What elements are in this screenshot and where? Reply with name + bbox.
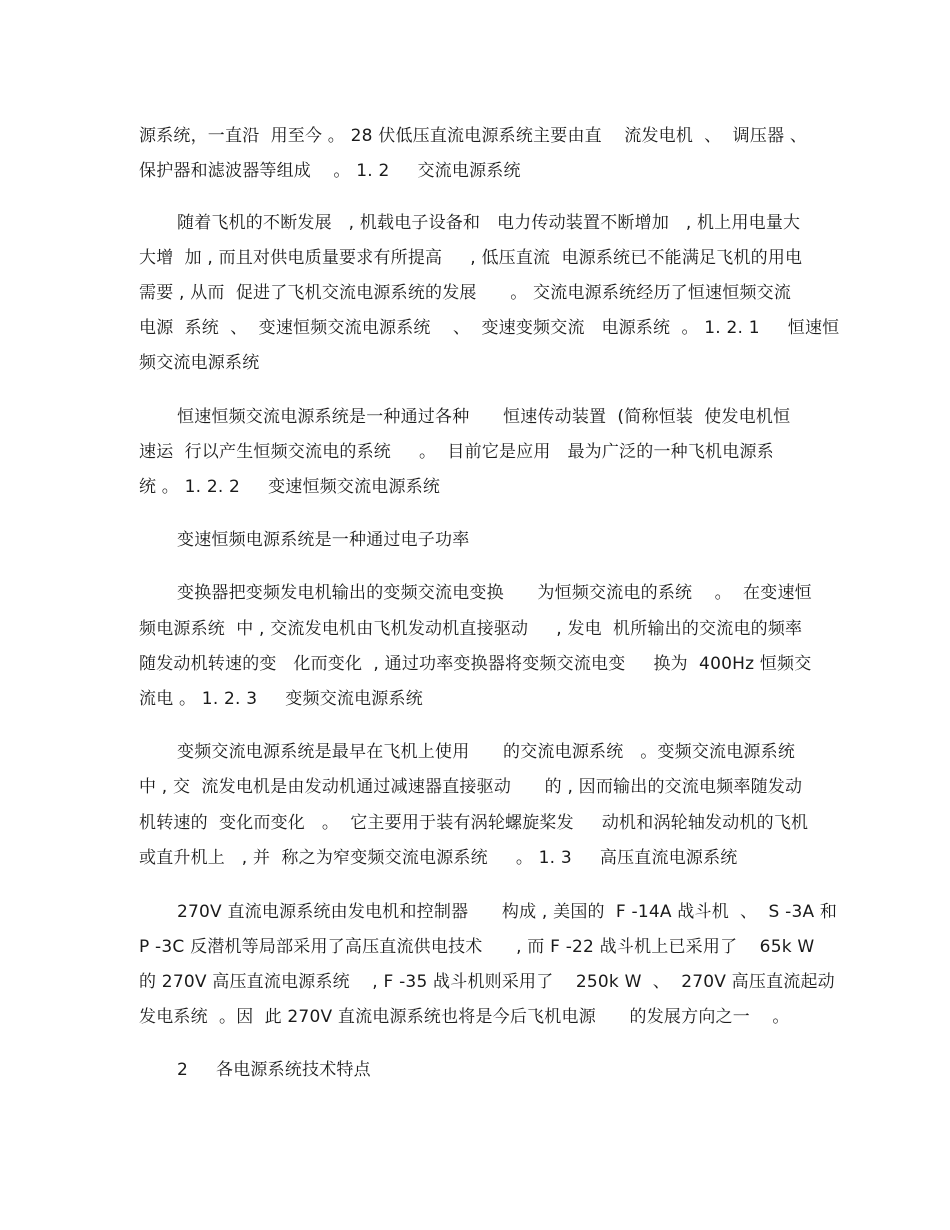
- text-line: 变换器把变频发电机输出的变频交流电变换 为恒频交流电的系统 。 在变速恒: [177, 583, 812, 603]
- text-line: 270V 直流电源系统由发电机和控制器 构成 , 美国的 F -14A 战斗机 、 S -3A 和: [177, 902, 838, 922]
- text-line: 随着飞机的不断发展 , 机载电子设备和 电力传动装置不断增加 , 机上用电量大: [177, 213, 801, 233]
- text-line: 变速恒频电源系统是一种通过电子功率: [177, 530, 470, 550]
- text-line: 保护器和滤波器等组成 。 1. 2 交流电源系统: [139, 161, 521, 181]
- text-line: 恒速恒频交流电源系统是一种通过各种 恒速传动装置 (简称恒装 使发电机恒: [177, 407, 791, 427]
- text-line: 大增 加 , 而且对供电质量要求有所提高 , 低压直流 电源系统已不能满足飞机的用电: [139, 248, 803, 268]
- text-line: 中 , 交 流发电机是由发动机通过减速器直接驱动 的 , 因而输出的交流电频率随发动: [139, 777, 803, 797]
- text-line: 频交流电源系统: [139, 353, 260, 373]
- text-line: 变频交流电源系统是最早在飞机上使用 的交流电源系统 。变频交流电源系统: [177, 742, 796, 762]
- text-line: 统 。 1. 2. 2 变速恒频交流电源系统: [139, 477, 441, 497]
- text-line: 机转速的 变化而变化 。 它主要用于装有涡轮螺旋桨发 动机和涡轮轴发动机的飞机: [139, 813, 809, 833]
- text-line: 频电源系统 中 , 交流发电机由飞机发动机直接驱动 , 发电 机所输出的交流电的频率: [139, 619, 803, 639]
- text-line: 随发动机转速的变 化而变化 , 通过功率变换器将变频交流电变 换为 400Hz 恒频交: [139, 654, 812, 674]
- text-line: P -3C 反潜机等局部采用了高压直流供电技术 , 而 F -22 战斗机上已采用了 65k W: [139, 937, 815, 957]
- section-heading: 2 各电源系统技术特点: [177, 1060, 371, 1080]
- text-line: 的 270V 高压直流电源系统 , F -35 战斗机则采用了 250k W 、 270V 高压直流起动: [139, 972, 835, 992]
- text-line: 源系统，一直沿 用至今 。 28 伏低压直流电源系统主要由直 流发电机 、 调压器 、: [139, 126, 808, 146]
- text-line: 或直升机上 , 并 称之为窄变频交流电源系统 。 1. 3 高压直流电源系统: [139, 848, 738, 868]
- text-line: 需要 , 从而 促进了飞机交流电源系统的发展 。 交流电源系统经历了恒速恒频交流: [139, 283, 792, 303]
- text-line: 发电系统 。因 此 270V 直流电源系统也将是今后飞机电源 的发展方向之一 。: [139, 1007, 790, 1027]
- text-line: 速运 行以产生恒频交流电的系统 。 目前它是应用 最为广泛的一种飞机电源系: [139, 442, 774, 462]
- text-line: 电源 系统 、 变速恒频交流电源系统 、 变速变频交流 电源系统 。 1. 2. 1 恒速恒: [139, 318, 840, 338]
- text-line: 流电 。 1. 2. 3 变频交流电源系统: [139, 689, 423, 709]
